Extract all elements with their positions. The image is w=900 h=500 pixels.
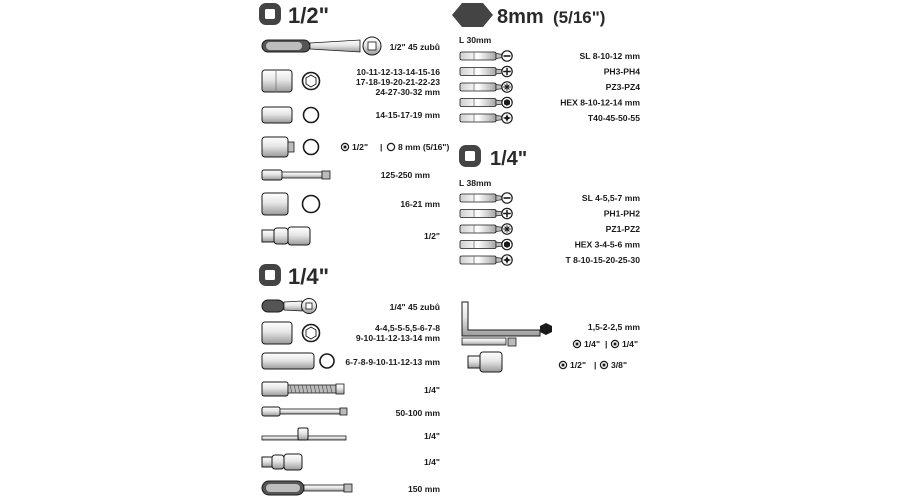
sockets-1-2-line3: 24-27-30-32 mm [375, 87, 440, 97]
bit-label: HEX 3-4-5-6 mm [574, 239, 640, 250]
section-1-4-header [259, 264, 329, 289]
svg-text:3/8": 3/8" [611, 360, 628, 370]
svg-text:|: | [594, 360, 597, 370]
ujoint-1-4-label: 1/4" [423, 457, 440, 467]
tbar-1-4-icon [262, 428, 346, 440]
extension-1-4-label: 50-100 mm [395, 408, 440, 418]
bit-row [460, 255, 640, 265]
section-1-2-header [259, 3, 329, 28]
socket-1-2-icon [262, 70, 320, 92]
bit-label: HEX 8-10-12-14 mm [560, 97, 640, 108]
bit-row [460, 51, 640, 61]
bit-row [460, 193, 640, 203]
spark-sockets-1-2-label: 16-21 mm [400, 199, 440, 209]
bit-row [460, 82, 640, 92]
section-8mm-title-paren: (5/16") [553, 8, 606, 27]
torx-icon [502, 255, 512, 265]
sockets-1-4-line1: 4-4,5-5-5,5-6-7-8 [375, 323, 440, 333]
bits-8mm-length: L 30mm [459, 35, 492, 45]
ratchet-1-2-label: 1/2" 45 zubů [389, 42, 440, 52]
adapter-1-4-label [573, 339, 638, 349]
bit-label: T40-45-50-55 [587, 113, 640, 123]
handle-1-4-icon [262, 481, 352, 495]
sockets-1-4-line2: 9-10-11-12-13-14 mm [355, 333, 440, 343]
ratchet-1-4-label: 1/4" 45 zubů [389, 302, 440, 312]
pozidriv-icon [502, 224, 512, 234]
bit-label: SL 4-5,5-7 mm [581, 193, 640, 203]
socket-1-4-icon [262, 322, 320, 344]
phillips-icon [502, 208, 512, 218]
bit-row [460, 224, 640, 234]
section-1-4-bits-header [459, 145, 527, 170]
section-1-4-bits-title: 1/4" [490, 148, 528, 170]
flex-extension-1-4-icon [262, 382, 344, 396]
bit-label: PZ1-PZ2 [605, 224, 640, 234]
deep-socket-1-2-icon [262, 107, 319, 123]
hex-key-icon [462, 302, 552, 336]
ratchet-1-2-icon [262, 37, 381, 55]
deep-socket-1-4-icon [262, 353, 334, 369]
slotted-icon [502, 51, 512, 61]
adapter-1-2-label [341, 142, 449, 152]
bit-label: T 8-10-15-20-25-30 [565, 255, 640, 265]
svg-text:1/4": 1/4" [584, 339, 601, 349]
bit-label: PZ3-PZ4 [605, 82, 640, 92]
hex-keys-label: 1,5-2-2,5 mm [587, 322, 640, 332]
ujoint-1-2-icon [262, 227, 310, 245]
section-1-4-title: 1/4" [288, 264, 330, 289]
bit-row [460, 239, 640, 249]
bit-row [460, 208, 640, 218]
bit-label: PH3-PH4 [603, 66, 640, 77]
extension-1-4-icon [262, 407, 347, 416]
sockets-1-2-line1: 10-11-12-13-14-15-16 [356, 67, 440, 77]
section-8mm-header [452, 3, 605, 28]
svg-text:1/2": 1/2" [352, 142, 369, 152]
hex-icon [502, 97, 512, 107]
bit-label: PH1-PH2 [603, 208, 640, 219]
bit-label: SL 8-10-12 mm [579, 51, 640, 61]
pozidriv-icon [502, 82, 512, 92]
bits-1-4-length: L 38mm [459, 178, 492, 188]
deep-sockets-1-4-label: 6-7-8-9-10-11-12-13 mm [345, 357, 440, 367]
sockets-1-2-line2: 17-18-19-20-21-22-23 [355, 77, 440, 87]
bit-row [460, 97, 640, 107]
hex-icon [502, 239, 512, 249]
slotted-icon [502, 193, 512, 203]
handle-1-4-label: 150 mm [407, 484, 440, 494]
svg-text:|: | [605, 339, 608, 349]
spark-socket-1-2-icon [262, 193, 320, 215]
ujoint-1-2-label: 1/2" [423, 231, 440, 241]
section-1-2-title: 1/2" [288, 3, 330, 28]
phillips-icon [502, 66, 512, 76]
tbar-1-4-label: 1/4" [423, 431, 440, 441]
flex-extension-1-4-label: 1/4" [423, 385, 440, 395]
svg-text:8 mm (5/16"): 8 mm (5/16") [398, 142, 450, 152]
section-8mm-title-main: 8mm [497, 6, 544, 28]
svg-text:1/4": 1/4" [622, 339, 639, 349]
adapter-1-2-icon [262, 137, 319, 157]
adapter-1-2-3-8-label [559, 360, 627, 370]
svg-text:1/2": 1/2" [570, 360, 587, 370]
bit-adapter-icon [462, 338, 516, 372]
bit-row [460, 66, 640, 76]
svg-text:|: | [380, 142, 383, 152]
deep-sockets-1-2-label: 14-15-17-19 mm [375, 110, 440, 120]
torx-icon [502, 113, 512, 123]
extension-1-2-icon [262, 170, 330, 180]
bit-row [460, 113, 640, 123]
ujoint-1-4-icon [262, 454, 302, 470]
extension-1-2-label: 125-250 mm [380, 170, 430, 180]
ratchet-1-4-icon [262, 299, 317, 314]
